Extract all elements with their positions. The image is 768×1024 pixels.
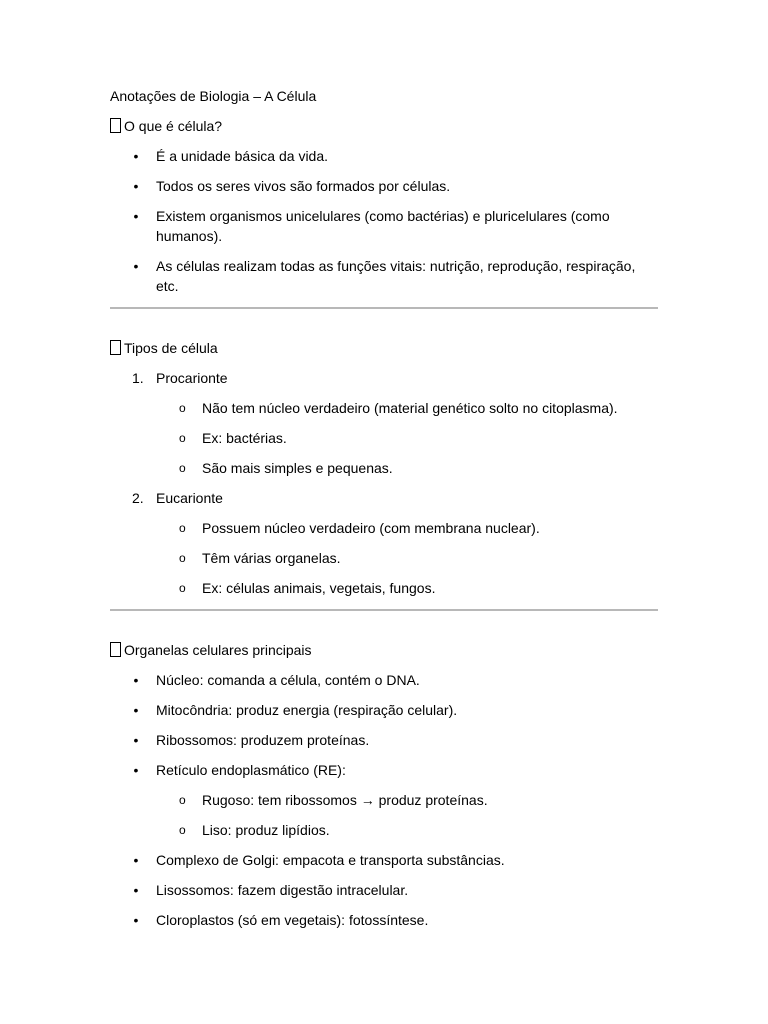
sub-item-text: Não tem núcleo verdadeiro (material genético solto no citoplasma). (202, 400, 618, 416)
sub-list (110, 398, 658, 478)
sub-bullet-icon: o (179, 521, 186, 535)
sub-bullet-icon: o (179, 581, 186, 595)
sub-list (110, 518, 658, 598)
bullet-icon: • (133, 702, 139, 718)
sub-list-item (110, 398, 658, 418)
sub-bullet-icon: o (179, 401, 186, 415)
sub-bullet-icon: o (179, 551, 186, 565)
bullet-icon: • (133, 762, 139, 778)
sub-item-text: Rugoso: tem ribossomos → produz proteínas. (202, 792, 488, 808)
cell-type-eucarionte (110, 488, 658, 598)
list-item-text: Ribossomos: produzem proteínas. (156, 732, 370, 748)
sub-bullet-icon: o (179, 461, 186, 475)
list-item (110, 670, 658, 690)
list-item-text: Existem organismos unicelulares (como bactérias) e pluricelulares (como humanos). (156, 208, 610, 244)
sub-list-item (110, 428, 658, 448)
missing-glyph-box-icon (110, 642, 121, 657)
organelles-list-continued (110, 850, 658, 930)
section-heading-label: O que é célula? (124, 118, 223, 134)
re-sub-list (110, 790, 658, 840)
sub-list-item (110, 820, 658, 840)
horizontal-divider (110, 609, 658, 611)
sub-item-text: Ex: bactérias. (202, 430, 287, 446)
cell-definition-list (110, 146, 658, 296)
sub-item-text: São mais simples e pequenas. (202, 460, 393, 476)
bullet-icon: • (133, 258, 139, 274)
cell-type-procarionte (110, 368, 658, 478)
list-item-text: Núcleo: comanda a célula, contém o DNA. (156, 672, 420, 688)
bullet-icon: • (133, 882, 139, 898)
list-item-text: Complexo de Golgi: empacota e transporta substâncias. (156, 852, 505, 868)
sub-item-text: Ex: células animais, vegetais, fungos. (202, 580, 436, 596)
bullet-icon: • (133, 912, 139, 928)
item-number: 1. (132, 370, 144, 386)
section-heading-organelles (110, 640, 658, 660)
horizontal-divider (110, 307, 658, 309)
bullet-icon: • (133, 672, 139, 688)
document-title: Anotações de Biologia – A Célula (110, 88, 317, 104)
item-text: Eucarionte (156, 490, 223, 506)
list-item (110, 730, 658, 750)
section-heading-label: Organelas celulares principais (124, 642, 312, 658)
missing-glyph-box-icon (110, 118, 121, 133)
list-item (110, 176, 658, 196)
sub-item-text: Têm várias organelas. (202, 550, 341, 566)
list-item (110, 700, 658, 720)
list-item-text: Cloroplastos (só em vegetais): fotossíntese. (156, 912, 429, 928)
numbered-item (110, 488, 658, 508)
sub-list-item (110, 790, 658, 810)
cell-types-list (110, 368, 658, 598)
numbered-item (110, 368, 658, 388)
item-text: Procarionte (156, 370, 228, 386)
list-item-text: Lisossomos: fazem digestão intracelular. (156, 882, 409, 898)
sub-list-item (110, 578, 658, 598)
list-item-text: É a unidade básica da vida. (156, 148, 329, 164)
list-item (110, 910, 658, 930)
item-number: 2. (132, 490, 144, 506)
list-item-text: As células realizam todas as funções vitais: nutrição, reprodução, respiração, etc. (156, 258, 636, 294)
organelles-list (110, 670, 658, 780)
missing-glyph-box-icon (110, 340, 121, 355)
sub-bullet-icon: o (179, 793, 186, 807)
sub-list-item (110, 458, 658, 478)
list-item (110, 880, 658, 900)
list-item-text: Todos os seres vivos são formados por células. (156, 178, 451, 194)
list-item-text: Mitocôndria: produz energia (respiração celular). (156, 702, 458, 718)
bullet-icon: • (133, 732, 139, 748)
section-heading-what-is-cell (110, 116, 658, 136)
sub-list-item (110, 548, 658, 568)
list-item (110, 206, 658, 246)
list-item (110, 256, 658, 296)
sub-item-text: Liso: produz lipídios. (202, 822, 330, 838)
bullet-icon: • (133, 148, 139, 164)
bullet-icon: • (133, 852, 139, 868)
document-page (110, 86, 658, 930)
sub-bullet-icon: o (179, 823, 186, 837)
section-heading-label: Tipos de célula (124, 340, 218, 356)
bullet-icon: • (133, 178, 139, 194)
list-item (110, 850, 658, 870)
list-item (110, 760, 658, 780)
sub-list-item (110, 518, 658, 538)
bullet-icon: • (133, 208, 139, 224)
section-heading-cell-types (110, 338, 658, 358)
sub-item-text: Possuem núcleo verdadeiro (com membrana nuclear). (202, 520, 540, 536)
list-item-text: Retículo endoplasmático (RE): (156, 762, 346, 778)
sub-bullet-icon: o (179, 431, 186, 445)
list-item (110, 146, 658, 166)
